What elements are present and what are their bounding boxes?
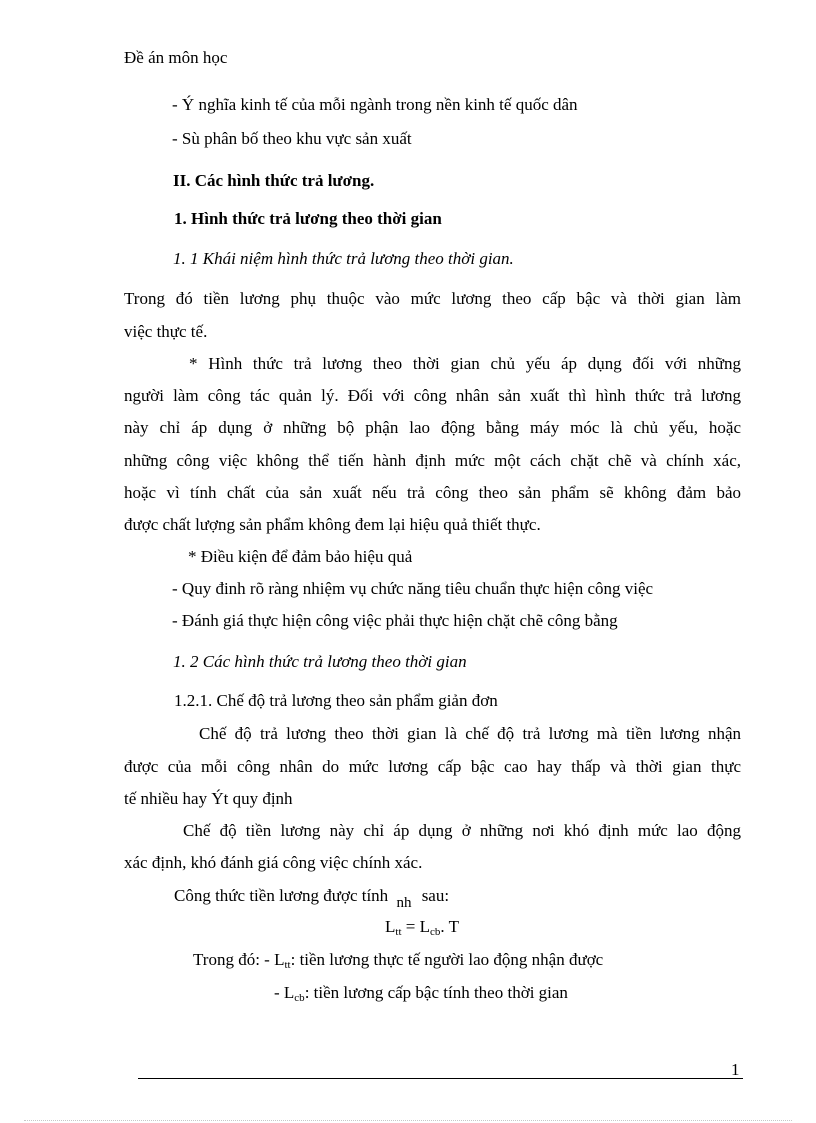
where-desc-2: : tiền lương cấp bậc tính theo thời gian <box>304 983 568 1002</box>
paragraph-2-line: được chất lượng sản phẩm không đem lại hiệu quả thiết thực. <box>124 515 541 534</box>
paragraph-1-line: việc thực tế. <box>124 322 208 341</box>
where-line-2 <box>274 983 568 1004</box>
paragraph-2-line: * Hình thức trả lương theo thời gian chủ yếu áp dụng đối với những <box>189 354 741 373</box>
page-number: 1 <box>731 1060 740 1079</box>
subheading-1-2: 1. 2 Các hình thức trả lương theo thời gian <box>173 652 467 671</box>
paragraph-4-line: xác định, khó đánh giá công việc chính xác. <box>124 853 423 872</box>
paragraph-3-line: Chế độ trả lương theo thời gian là chế độ trả lương mà tiền lương nhận <box>199 724 741 743</box>
where-prefix: Trong đó: - L <box>193 950 285 969</box>
paragraph-3-line: được của mỗi công nhân do mức lương cấp bậc cao hay thấp và thời gian thực <box>124 757 741 776</box>
conditions-title: * Điều kiện để đảm bảo hiệu quả <box>188 547 413 566</box>
formula-intro-after: sau: <box>421 886 450 905</box>
subheading-1-2-1: 1.2.1. Chế độ trả lương theo sản phẩm giản đơn <box>174 691 498 710</box>
paragraph-2-line: hoặc vì tính chất của sản xuất nếu trả công theo sản phẩm sẽ không đảm bảo <box>124 483 741 502</box>
bullet-distribution: - Sù phân bố theo khu vực sản xuất <box>172 129 412 148</box>
section-title: II. Các hình thức trả lương. <box>173 171 375 190</box>
bullet-economic-meaning: - Ý nghĩa kinh tế của mỗi ngành trong nền kinh tế quốc dân <box>172 95 578 114</box>
paragraph-2-line: những công việc không thể tiến hành định mức một cách chặt chẽ và chính xác, <box>124 451 741 470</box>
formula-intro-nh: nh <box>396 895 412 911</box>
formula-sub-cb: cb <box>430 926 441 938</box>
formula-sub-tt: tt <box>395 926 402 938</box>
subheading-1-1: 1. 1 Khái niệm hình thức trả lương theo thời gian. <box>173 249 514 268</box>
paragraph-2-line: người làm công tác quản lý. Đối với công nhân sản xuất thì hình thức trả lương <box>124 386 741 405</box>
page-bottom-dotted-border <box>24 1120 792 1121</box>
formula <box>385 917 459 938</box>
paragraph-2-line: này chỉ áp dụng ở những bộ phận lao động bằng máy móc là chủ yếu, hoặc <box>124 418 741 437</box>
paragraph-4-line: Chế độ tiền lương này chỉ áp dụng ở những nơi khó định mức lao động <box>183 821 741 840</box>
footer-divider <box>138 1078 743 1079</box>
where-desc-1: : tiền lương thực tế người lao động nhận được <box>290 950 604 969</box>
formula-l: L <box>385 917 396 936</box>
where-sub-cb: cb <box>294 992 305 1004</box>
subsection-title: 1. Hình thức trả lương theo thời gian <box>174 209 442 228</box>
formula-eq: = L <box>401 917 430 936</box>
condition-item: - Đánh giá thực hiện công việc phải thực hiện chặt chẽ công bằng <box>172 611 618 630</box>
paragraph-1-line: Trong đó tiền lương phụ thuộc vào mức lương theo cấp bậc và thời gian làm <box>124 289 741 308</box>
where-line-1 <box>193 950 603 971</box>
document-header: Đề án môn học <box>124 48 228 67</box>
condition-item: - Quy đinh rõ ràng nhiệm vụ chức năng tiêu chuẩn thực hiện công việc <box>172 579 654 598</box>
formula-intro-text: Công thức tiền lương được tính <box>174 886 389 905</box>
where-prefix-2: - L <box>274 983 295 1002</box>
paragraph-3-line: tế nhiều hay Ýt quy định <box>124 789 293 808</box>
formula-intro <box>174 886 450 911</box>
formula-t: . T <box>440 917 459 936</box>
where-sub-tt: tt <box>284 959 291 971</box>
